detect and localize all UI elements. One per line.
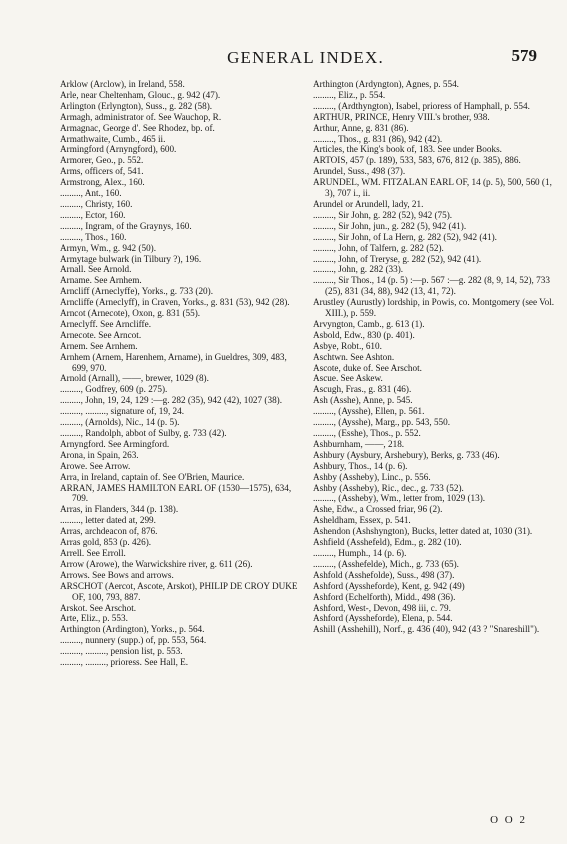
index-entry: ........., letter dated at, 299. [60,515,156,526]
index-entry: ........., (Assheby), Wm., letter from, 1029 (13). [313,493,486,504]
index-entry: Arrell. See Erroll. [60,547,126,558]
index-entry: Arnall. See Arnold. [60,264,132,275]
index-entry: Arvyngton, Camb., g. 613 (1). [313,318,425,329]
index-entry: Armytage bulwark (in Tilbury ?), 196. [60,253,202,264]
index-entry: Aschtwn. See Ashton. [313,351,395,362]
index-entry: ........., (Asshefelde), Mich., g. 733 (65). [313,558,459,569]
index-entry: Arundel, Suss., 498 (37). [313,166,406,177]
index-entry: Ashbury, Thos., 14 (p. 6). [313,460,408,471]
index-entry: Arras gold, 853 (p. 426). [60,537,152,548]
index-entry: ........., John, of Talfern, g. 282 (52). [313,242,444,253]
index-entry: ........., (Ardthyngton), Isabel, prioress of Hamphall, p. 554. [313,100,530,111]
index-entry: ........., ........., signature of, 19, 24. [60,406,185,417]
index-entry: Ashford (Ayssheforde), Elena, p. 544. [313,613,453,624]
index-entry: ........., Thos., g. 831 (86), 942 (42). [313,133,443,144]
index-entry: Arskot. See Arschot. [60,602,137,613]
index-entry: Arras, archdeacon of, 876. [60,526,158,537]
printer-signature: O O 2 [490,814,527,826]
index-entry: Ashill (Asshehill), Norf., g. 436 (40), 942 (43 ? "Snareshill"). [313,624,540,635]
index-entry: Ashburnham, ——, 218. [313,438,405,449]
index-entry: ........., Ant., 160. [60,188,122,199]
index-entry: ........., Sir John, of La Hern, g. 282 (52), 942 (41). [313,231,497,242]
page-header [60,44,551,70]
index-entry: Arnold (Arnall), ——, brewer, 1029 (8). [60,373,209,384]
index-entry: Arlington (Erlyngton), Suss., g. 282 (58). [60,100,213,111]
index-entry: Arncot (Arnecote), Oxon, g. 831 (55). [60,308,201,319]
index-entry: ........., Sir John, jun., g. 282 (5), 942 (41). [313,220,467,231]
index-entry: ARTOIS, 457 (p. 189), 533, 583, 676, 812 (p. 385), 886. [313,155,521,166]
page-title: GENERAL INDEX. [227,48,384,67]
index-entry: Ashfold (Asshefolde), Suss., 498 (37). [313,569,455,580]
index-entry: ........., (Aysshe), Marg., pp. 543, 550. [313,417,451,428]
index-entry: ARTHUR, PRINCE, Henry VIII.'s brother, 938. [313,111,490,122]
right-index-column [313,79,555,819]
index-entry: Ash (Asshe), Anne, p. 545. [313,395,413,406]
index-entry: Armstrong, Alex., 160. [60,177,145,188]
index-entry: Arra, in Ireland, captain of. See O'Brien, Maurice. [60,471,245,482]
index-entry: Armorer, Geo., p. 552. [60,155,144,166]
index-entry: Arustley (Aurustly) lordship, in Powis, co. Montgomery (see Vol. XIII.), p. 559. [313,297,557,319]
index-entry: Ashford (Ayssheforde), Kent, g. 942 (49) [313,580,465,591]
index-entry: Arncliffe (Arneclyff), in Craven, Yorks., g. 831 (53), 942 (28). [60,297,290,308]
index-entry: ........., Sir Thos., 14 (p. 5) :—p. 567 :—g. 282 (8, 9, 14, 52), 733 (25), 831 (34, 88), 942 (13, 41, 72). [313,275,553,297]
index-entry: Armyn, Wm., g. 942 (50). [60,242,157,253]
index-entry: ARRAN, JAMES HAMILTON EARL OF (1530—1575), 634, 709. [60,482,294,504]
index-entry: Arnecote. See Arncot. [60,329,142,340]
index-entry: ARSCHOT (Aercot, Ascote, Arskot), PHILIP DE CROY DUKE OF, 100, 793, 887. [60,580,300,602]
index-entry: Asbold, Edw., 830 (p. 401). [313,329,415,340]
index-entry: ........., nunnery (supp.) of, pp. 553, 564. [60,635,207,646]
index-entry: Ascue. See Askew. [313,373,383,384]
index-entry: ........., Christy, 160. [60,198,133,209]
index-entry: Ashford (Echelforth), Midd., 498 (36). [313,591,456,602]
index-entry: Arnem. See Arnhem. [60,340,138,351]
index-entry: ........., Thos., 160. [60,231,127,242]
index-entry: Arncliff (Arneclyffe), Yorks., g. 733 (20). [60,286,214,297]
page-number: 579 [511,46,537,65]
index-entry: ........., ........., prioress. See Hall, E. [60,657,189,668]
index-entry: Arms, officers of, 541. [60,166,144,177]
index-entry: Armagh, administrator of. See Wauchop, R. [60,111,222,122]
index-entry: Arname. See Arnhem. [60,275,142,286]
index-entry: ........., Godfrey, 609 (p. 275). [60,384,168,395]
index-entry: Ashe, Edw., a Crossed friar, 96 (2). [313,504,443,515]
index-entry: ........., (Aysshe), Ellen, p. 561. [313,406,425,417]
index-entry: Arthur, Anne, g. 831 (86). [313,122,409,133]
index-entry: Armathwaite, Cumb., 465 ii. [60,133,166,144]
index-entry: Ascugh, Fras., g. 831 (46). [313,384,412,395]
index-entry: Ashford, West-, Devon, 498 iii, c. 79. [313,602,451,613]
index-entry: Articles, the King's book of, 183. See under Books. [313,144,502,155]
index-entry: Arklow (Arclow), in Ireland, 558. [60,79,185,89]
index-entry: Arundel or Arundell, lady, 21. [313,198,424,209]
index-entry: Asheldham, Essex, p. 541. [313,515,411,526]
index-entry: Arnyngford. See Armingford. [60,438,170,449]
index-entry: Ashby (Assheby), Linc., p. 556. [313,471,431,482]
index-entry: Arthington (Ardington), Yorks., p. 564. [60,624,205,635]
index-entry: Arowe. See Arrow. [60,460,131,471]
index-entry: ........., John, g. 282 (33). [313,264,404,275]
index-entry: Armingford (Arnyngford), 600. [60,144,177,155]
index-entry: ........., John, of Treryse, g. 282 (52), 942 (41). [313,253,482,264]
index-entry: ........., Ingram, of the Graynys, 160. [60,220,192,231]
index-entry: Ashendon (Ashshyngton), Bucks, letter dated at, 1030 (31). [313,526,533,537]
index-entry: Arte, Eliz., p. 553. [60,613,128,624]
index-entry: ........., Sir John, g. 282 (52), 942 (75). [313,209,453,220]
index-entry: ........., Humph., 14 (p. 6). [313,547,407,558]
index-entry: Asbye, Robt., 610. [313,340,382,351]
index-columns [60,79,555,819]
index-entry: ........., Ector, 160. [60,209,126,220]
index-entry: ........., (Arnolds), Nic., 14 (p. 5). [60,417,180,428]
index-entry: Arle, near Cheltenham, Glouc., g. 942 (47). [60,89,221,100]
index-entry: Arrow (Arowe), the Warwickshire river, g. 611 (26). [60,558,253,569]
index-entry: Ascote, duke of. See Arschot. [313,362,422,373]
index-entry: Arrows. See Bows and arrows. [60,569,174,580]
index-entry: Ashbury (Aysbury, Arshebury), Berks, g. 733 (46). [313,449,500,460]
index-entry: Armagnac, George d'. See Rhodez, bp. of. [60,122,215,133]
left-index-column [60,79,302,819]
index-entry: Arona, in Spain, 263. [60,449,139,460]
index-entry: Arras, in Flanders, 344 (p. 138). [60,504,179,515]
index-entry: Arthington (Ardyngton), Agnes, p. 554. [313,79,459,89]
index-entry: ........., Randolph, abbot of Sulby, g. 733 (42). [60,428,227,438]
index-entry: ........., ........., pension list, p. 553. [60,646,183,657]
index-entry: ........., Eliz., p. 554. [313,89,386,100]
index-entry: Arneclyff. See Arncliffe. [60,318,151,329]
index-entry: Arnhem (Arnem, Harenhem, Arname), in Gueldres, 309, 483, 699, 970. [60,351,290,373]
index-entry: Ashby (Assheby), Ric., dec., g. 733 (52). [313,482,464,493]
index-entry: ARUNDEL, WM. FITZALAN EARL OF, 14 (p. 5), 500, 560 (1, 3), 707 i., ii. [313,177,555,199]
index-entry: ........., (Esshe), Thos., p. 552. [313,428,421,438]
index-entry: Ashfield (Asshefeld), Edm., g. 282 (10). [313,537,462,548]
index-entry: ........., John, 19, 24, 129 :—g. 282 (35), 942 (42), 1027 (38). [60,395,283,406]
